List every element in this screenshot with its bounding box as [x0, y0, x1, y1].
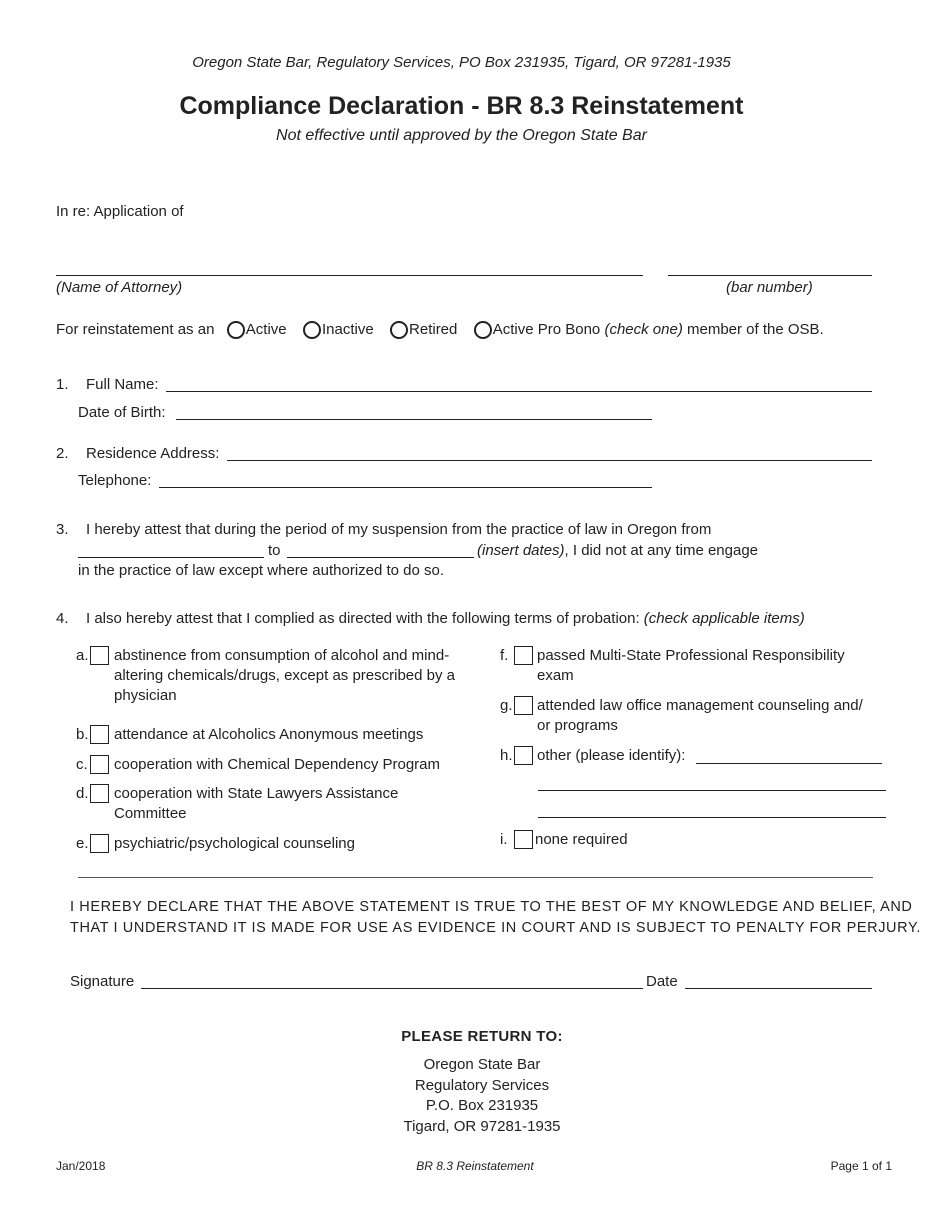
item-d-line2: Committee — [114, 805, 187, 822]
return-line3: P.O. Box 231935 — [425, 1097, 539, 1114]
radio-active-label: Active — [245, 321, 287, 338]
item-a-line3: physician — [114, 687, 177, 704]
item-g-line1: attended law office management counseling and/ — [537, 697, 863, 714]
telephone-label: Telephone: — [78, 472, 152, 489]
item-h-checkbox[interactable] — [514, 746, 533, 765]
item-a-letter: a. — [76, 647, 89, 664]
reinstatement-prefix: For reinstatement as an — [56, 321, 215, 338]
q3-number: 3. — [56, 521, 69, 538]
item-c-text: cooperation with Chemical Dependency Program — [114, 756, 441, 773]
item-f-letter: f. — [500, 647, 509, 664]
radio-inactive[interactable] — [303, 321, 321, 339]
declaration-text — [70, 897, 921, 938]
footer-date: Jan/2018 — [56, 1159, 106, 1173]
item-a-checkbox[interactable] — [90, 646, 109, 665]
item-d-checkbox[interactable] — [90, 784, 109, 803]
footer-page-number: Page 1 of 1 — [830, 1159, 892, 1173]
in-re-label: In re: Application of — [56, 203, 184, 220]
check-one-note: (check one) — [604, 321, 683, 338]
name-of-attorney-label: (Name of Attorney) — [56, 279, 183, 296]
radio-inactive-label: Inactive — [321, 321, 374, 338]
suspension-to-date-field[interactable] — [287, 557, 474, 558]
date-of-birth-field[interactable] — [176, 419, 652, 420]
full-name-label: Full Name: — [86, 376, 159, 393]
check-applicable-note: (check applicable items) — [643, 610, 805, 627]
q3-line2-tail — [477, 542, 758, 559]
q4-text: I also hereby attest that I complied as directed with the following terms of probation: — [86, 610, 640, 627]
item-f-checkbox[interactable] — [514, 646, 533, 665]
section-divider — [78, 877, 873, 878]
item-d-letter: d. — [76, 785, 89, 802]
reinstatement-row — [56, 321, 824, 339]
signature-field[interactable] — [141, 988, 643, 989]
footer-form-name: BR 8.3 Reinstatement — [416, 1159, 534, 1173]
q3-line3: in the practice of law except where authorized to do so. — [78, 562, 445, 579]
item-e-letter: e. — [76, 835, 89, 852]
item-g-letter: g. — [500, 697, 513, 714]
item-a-line2: altering chemicals/drugs, except as prescribed by a — [114, 667, 456, 684]
item-g-checkbox[interactable] — [514, 696, 533, 715]
signature-label: Signature — [70, 973, 135, 990]
item-f-line1: passed Multi-State Professional Responsibility — [537, 647, 845, 664]
declaration-line2: THAT I UNDERSTAND IT IS MADE FOR USE AS EVIDENCE IN COURT AND IS SUBJECT TO PENALTY FOR PERJURY. — [70, 919, 921, 936]
q2-number: 2. — [56, 445, 69, 462]
item-i-text: none required — [535, 831, 628, 848]
q3-to: to — [268, 542, 281, 559]
radio-retired-label: Retired — [409, 321, 458, 338]
item-i-letter: i. — [500, 831, 508, 848]
other-identify-field[interactable] — [696, 763, 882, 764]
q1-number: 1. — [56, 376, 69, 393]
return-line1: Oregon State Bar — [423, 1056, 541, 1073]
date-field[interactable] — [685, 988, 872, 989]
radio-active[interactable] — [227, 321, 245, 339]
return-line2: Regulatory Services — [414, 1076, 550, 1094]
item-a-line1: abstinence from consumption of alcohol and mind- — [114, 647, 450, 664]
q3-after-text: , I did not at any time engage — [564, 542, 759, 559]
page-title: Compliance Declaration - BR 8.3 Reinstatement — [179, 92, 744, 120]
suspension-from-date-field[interactable] — [78, 557, 264, 558]
item-a-text — [114, 646, 474, 706]
item-h-letter: h. — [500, 747, 513, 764]
header-address: Oregon State Bar, Regulatory Services, PO Box 231935, Tigard, OR 97281-1935 — [192, 54, 731, 71]
item-d-text — [114, 784, 474, 824]
item-c-letter: c. — [76, 756, 88, 773]
residence-address-field[interactable] — [227, 460, 872, 461]
item-i-checkbox[interactable] — [514, 830, 533, 849]
radio-active-pro-bono[interactable] — [474, 321, 492, 339]
other-identify-field-2[interactable] — [538, 790, 886, 791]
q3-line1: I hereby attest that during the period of my suspension from the practice of law in Oregon from — [86, 521, 712, 538]
item-f-text — [537, 646, 887, 686]
item-g-text — [537, 696, 889, 736]
return-line4: Tigard, OR 97281-1935 — [403, 1117, 561, 1135]
q4-text-row — [86, 610, 805, 627]
attorney-name-field[interactable] — [56, 275, 643, 276]
q4-number: 4. — [56, 610, 69, 627]
insert-dates-note: (insert dates) — [477, 542, 565, 559]
item-c-checkbox[interactable] — [90, 755, 109, 774]
bar-number-field[interactable] — [668, 275, 872, 276]
return-heading: PLEASE RETURN TO: — [401, 1028, 563, 1045]
date-label: Date — [646, 973, 678, 990]
reinstatement-suffix: member of the OSB. — [687, 321, 824, 338]
other-identify-field-3[interactable] — [538, 817, 886, 818]
item-e-checkbox[interactable] — [90, 834, 109, 853]
item-b-text: attendance at Alcoholics Anonymous meetings — [114, 726, 424, 743]
item-g-line2: or programs — [537, 717, 618, 734]
item-f-line2: exam — [537, 667, 574, 684]
residence-address-label: Residence Address: — [86, 445, 220, 462]
radio-retired[interactable] — [390, 321, 408, 339]
page-subtitle: Not effective until approved by the Oregon State Bar — [276, 127, 647, 144]
return-address — [0, 1055, 950, 1137]
telephone-field[interactable] — [159, 487, 652, 488]
item-b-checkbox[interactable] — [90, 725, 109, 744]
item-b-letter: b. — [76, 726, 89, 743]
declaration-line1: I HEREBY DECLARE THAT THE ABOVE STATEMENT IS TRUE TO THE BEST OF MY KNOWLEDGE AND BELIEF, AND — [70, 899, 913, 915]
item-h-text: other (please identify): — [537, 747, 686, 764]
item-e-text: psychiatric/psychological counseling — [114, 835, 355, 852]
full-name-field[interactable] — [166, 391, 872, 392]
radio-active-pro-bono-label: Active Pro Bono — [492, 321, 601, 338]
date-of-birth-label: Date of Birth: — [78, 404, 166, 421]
bar-number-label: (bar number) — [726, 279, 813, 296]
item-d-line1: cooperation with State Lawyers Assistance — [114, 785, 399, 802]
